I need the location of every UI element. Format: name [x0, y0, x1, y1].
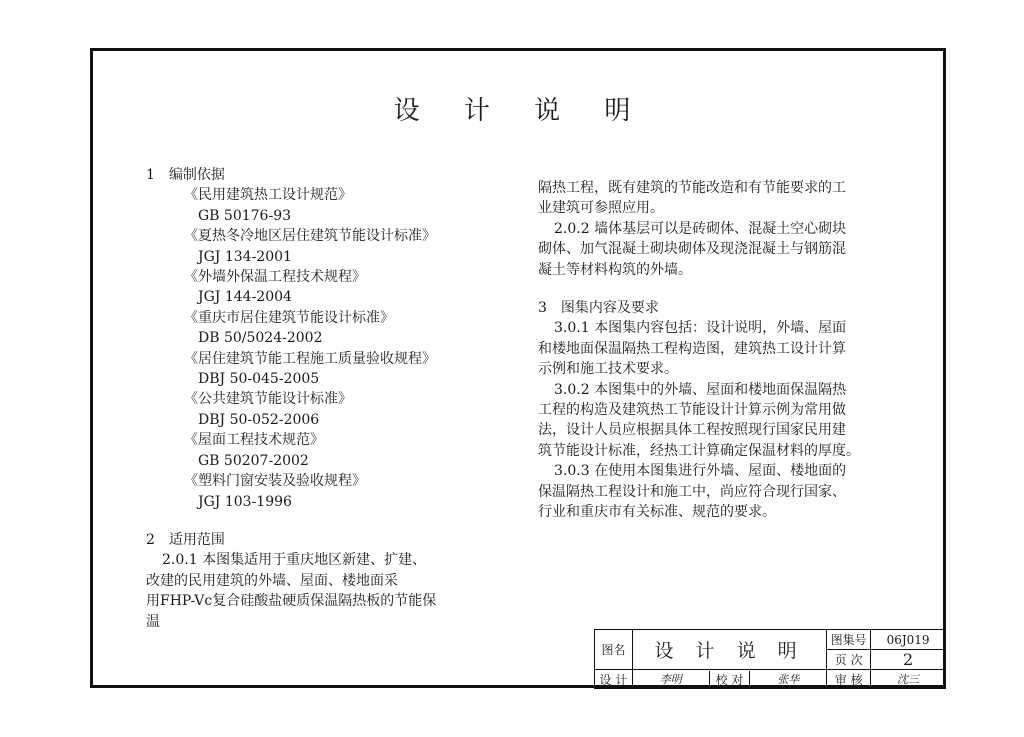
paragraph-line: 用FHP-Vc复合硅酸盐硬质保温隔热板的节能保 — [146, 593, 437, 610]
reference-code: GB 50207-2002 — [198, 452, 309, 469]
paragraph-line: 工程的构造及建筑热工节能设计计算示例为常用做 — [538, 402, 846, 419]
paragraph-line: 法，设计人员应根据具体工程按照现行国家民用建 — [538, 422, 846, 439]
reviewer-signature: 沈三 — [871, 670, 946, 689]
paragraph-line: 行业和重庆市有关标准、规范的要求。 — [538, 504, 776, 521]
paragraph-line: 隔热工程，既有建筑的节能改造和有节能要求的工 — [538, 180, 846, 196]
section-heading: 2 适用范围 — [146, 531, 225, 548]
designer-label: 设 计 — [595, 670, 633, 689]
reference-name: 《居住建筑节能工程施工质量验收规程》 — [184, 350, 436, 367]
reference-list — [146, 185, 506, 512]
left-column — [146, 165, 506, 632]
reference-name: 《夏热冬冷地区居住建筑节能设计标准》 — [184, 228, 436, 245]
drawing-name: 设 计 说 明 — [632, 630, 826, 670]
page-title: 设 计 说 明 — [393, 96, 649, 126]
atlas-number-label: 图集号 — [827, 630, 871, 650]
reference-code: DBJ 50-045-2005 — [198, 371, 320, 388]
reference-code: DBJ 50-052-2006 — [198, 411, 320, 428]
paragraph-line: 示例和施工技术要求。 — [538, 361, 678, 378]
designer-signature: 李明 — [659, 673, 682, 686]
paragraph-line: 保温隔热工程设计和施工中，尚应符合现行国家、 — [538, 483, 846, 500]
reference-code: JGJ 134-2001 — [198, 248, 292, 265]
reference-code: JGJ 144-2004 — [198, 289, 292, 306]
reference-name: 《公共建筑节能设计标准》 — [184, 391, 352, 408]
checker-signature: 张华 — [777, 673, 800, 686]
checker-label: 校 对 — [709, 671, 751, 688]
reference-name: 《外墙外保温工程技术规程》 — [184, 269, 366, 286]
title-block — [594, 629, 946, 689]
reference-name: 《民用建筑热工设计规范》 — [184, 187, 352, 204]
atlas-number: 06J019 — [871, 630, 946, 650]
reference-name: 《塑料门窗安装及验收规程》 — [184, 473, 366, 490]
paragraph-line: 3.0.1 本图集内容包括：设计说明，外墙、屋面 — [554, 320, 847, 337]
paragraph-line: 3.0.3 在使用本图集进行外墙、屋面、楼地面的 — [554, 463, 847, 480]
paragraph-line: 筑节能设计标准，经热工计算确定保温材料的厚度。 — [538, 442, 860, 459]
paragraph-line: 凝土等材料构筑的外墙。 — [538, 261, 692, 278]
reference-code: GB 50176-93 — [198, 207, 292, 224]
reference-name: 《重庆市居住建筑节能设计标准》 — [184, 309, 394, 326]
paragraph-line: 砌体、加气混凝土砌块砌体及现浇混凝土与钢筋混 — [538, 241, 846, 258]
drawing-name-label: 图名 — [595, 630, 633, 670]
reference-name: 《屋面工程技术规范》 — [184, 432, 324, 449]
reference-code: JGJ 103-1996 — [198, 493, 292, 510]
paragraph-line: 3.0.2 本图集中的外墙、屋面和楼地面保温隔热 — [554, 381, 847, 398]
paragraph-line: 和楼地面保温隔热工程构造图，建筑热工设计计算 — [538, 340, 846, 357]
page-number: 2 — [871, 650, 946, 670]
section-heading: 3 图集内容及要求 — [538, 300, 659, 317]
reference-code: DB 50/5024-2002 — [198, 330, 323, 347]
page-number-label: 页 次 — [827, 650, 871, 670]
section-heading: 1 编制依据 — [146, 167, 225, 183]
reviewer-label: 审 核 — [827, 670, 871, 689]
paragraph-line: 改建的民用建筑的外墙、屋面、楼地面采 — [146, 572, 398, 589]
paragraph-line: 2.0.1 本图集适用于重庆地区新建、扩建、 — [162, 552, 427, 569]
paragraph-line: 温 — [146, 613, 160, 630]
paragraph-line: 业建筑可参照应用。 — [538, 200, 664, 217]
right-column — [538, 178, 910, 523]
paragraph-line: 2.0.2 墙体基层可以是砖砌体、混凝土空心砌块 — [554, 220, 847, 237]
